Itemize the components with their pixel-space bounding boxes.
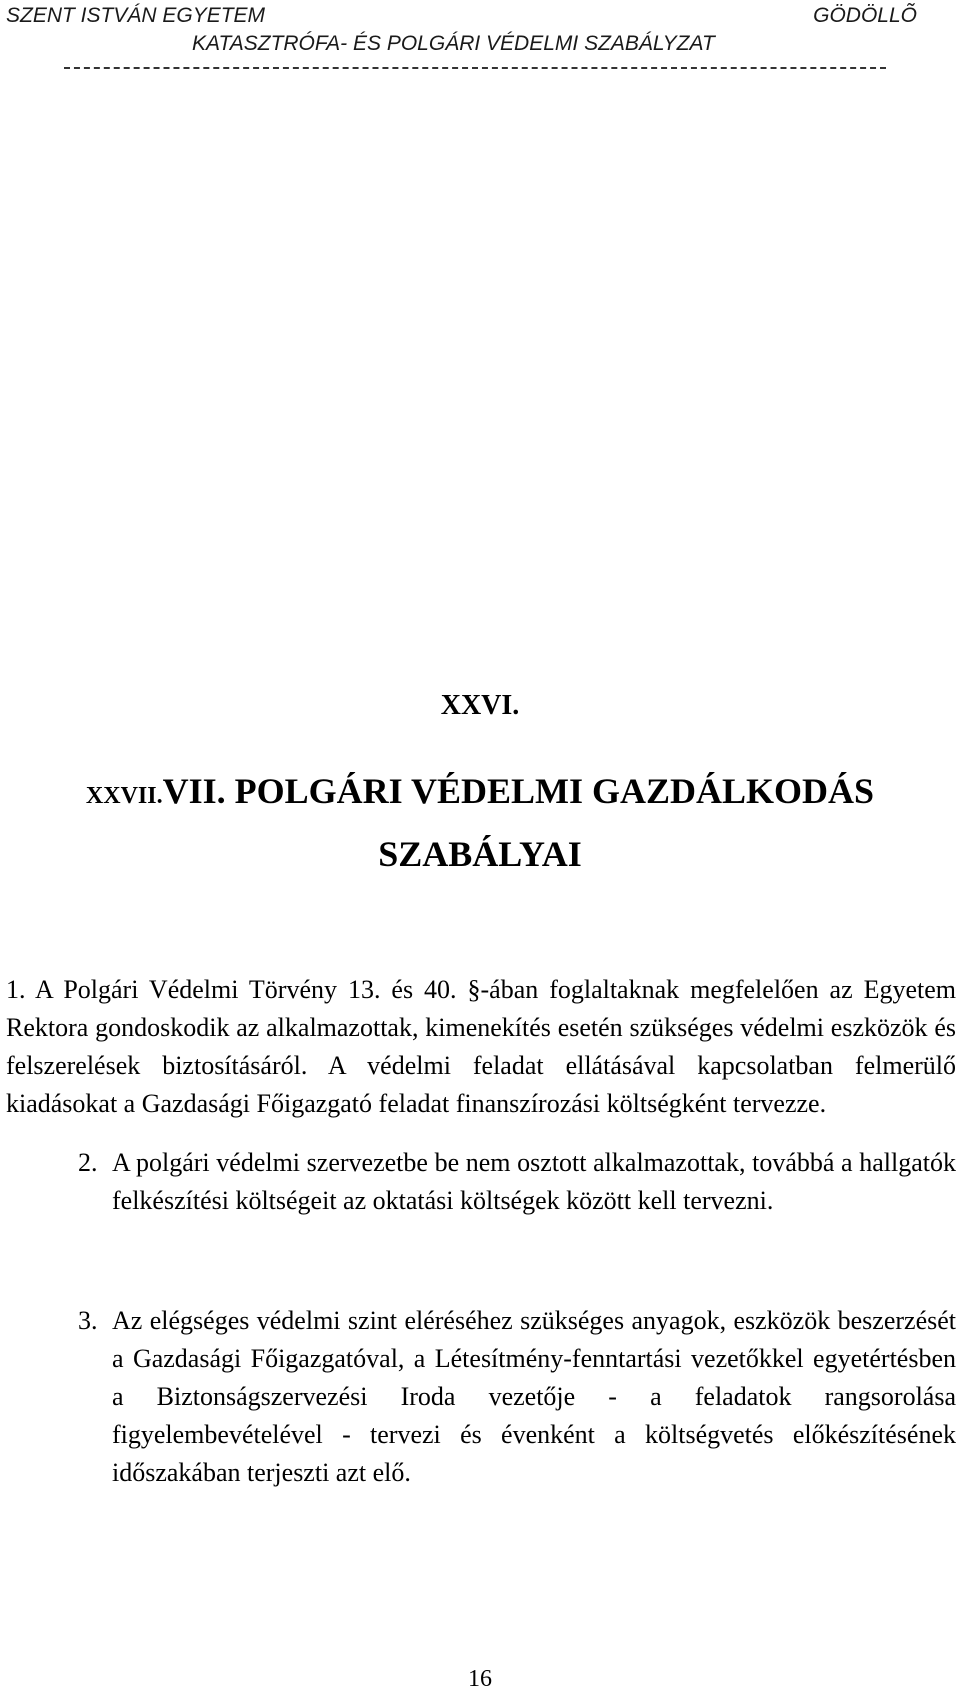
page-number: 16 (468, 1666, 492, 1692)
header-city: GÖDÖLLÕ (813, 4, 917, 27)
header-document-title: KATASZTRÓFA- ÉS POLGÁRI VÉDELMI SZABÁLYZAT (192, 32, 715, 55)
section-title (10, 762, 950, 883)
paragraph-3-text: Az elégséges védelmi szint eléréséhez szükséges anyagok, eszközök beszerzését a Gazdasági Főigazgatóval, a Létesítmény-fenntartási vezetőkkel egyetértésben a Biztonságszervezési Iroda vezetője - a feladatok rangsorolása figyelembevételével - tervezi és évenként a költségvetés előkészítésének időszakában terjeszti azt elő. (112, 1306, 956, 1487)
paragraph-2 (78, 1144, 956, 1220)
paragraph-2-number: 2. (78, 1148, 98, 1177)
paragraph-1-text: 1. A Polgári Védelmi Törvény 13. és 40. §-ában foglaltaknak megfelelően az Egyetem Rektora gondoskodik az alkalmazottak, kimenekítés esetén szükséges védelmi eszközök és felszerelések biztosításáról. A védelmi feladat ellátásával kapcsolatban felmerülő kiadásokat a Gazdasági Főigazgató feladat finanszírozási költségként tervezze. (6, 975, 956, 1118)
paragraph-1 (6, 971, 956, 1123)
header-divider (64, 67, 886, 69)
section-number: XXVI. (440, 690, 520, 721)
section-title-line1 (10, 762, 950, 825)
section-title-line2: SZABÁLYAI (378, 834, 582, 874)
section-title-prefix: XXVII. (85, 783, 163, 809)
header-institution: SZENT ISTVÁN EGYETEM (6, 4, 266, 27)
paragraph-3 (78, 1302, 956, 1492)
section-title-main: VII. POLGÁRI VÉDELMI GAZDÁLKODÁS (162, 771, 875, 811)
paragraph-3-number: 3. (78, 1306, 98, 1335)
paragraph-2-text: A polgári védelmi szervezetbe be nem osztott alkalmazottak, továbbá a hallgatók felkészítési költségeit az oktatási költségek között kell tervezni. (112, 1148, 956, 1215)
